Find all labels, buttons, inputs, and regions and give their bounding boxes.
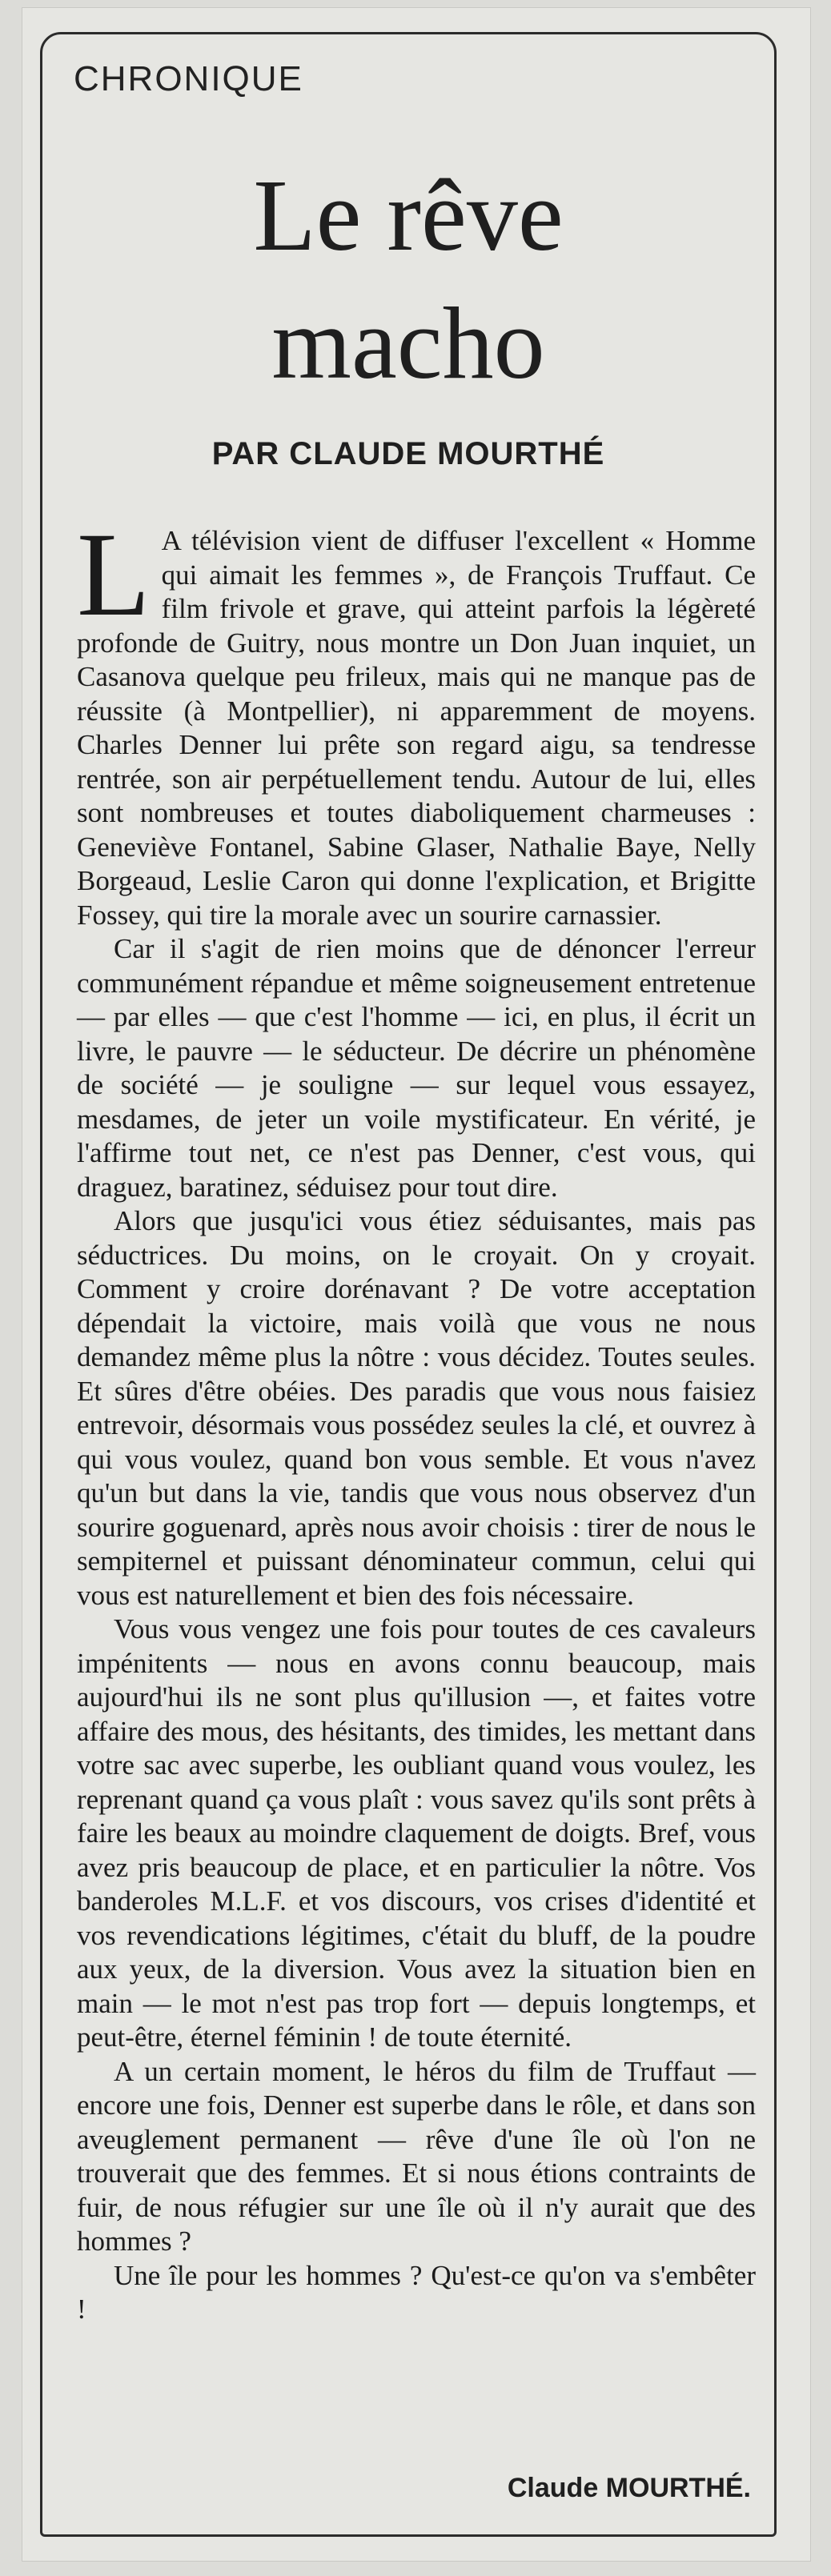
drop-cap: L <box>77 508 151 641</box>
paragraph-1 <box>77 508 756 932</box>
article-body <box>77 508 756 2327</box>
paragraph-2: Car il s'agit de rien moins que de dénoncer l'erreur communément répandue et même soigneusement entretenue — par elles — que c'est l'homme — ici, en plus, il écrit un livre, le pauvre — le séducteur. De décrire un phénomène de société — je souligne — sur lequel vous essayez, mesdames, de jeter un voile mystificateur. En vérité, je l'affirme tout net, ce n'est pas Denner, c'est vous, qui draguez, baratinez, séduisez pour tout dire. <box>77 933 756 1203</box>
section-rubric: CHRONIQUE <box>74 59 303 98</box>
paragraph-4: Vous vous vengez une fois pour toutes de ces cavaleurs impénitents — nous en avons connu beaucoup, mais aujourd'hui ils ne sont plus qu'illusion —, et faites votre affaire des mous, des hésitants, des timides, les mettant dans votre sac avec superbe, les oubliant quand vous voulez, les reprenant quand ça vous plaît : vous savez qu'ils sont prêts à faire les beaux au moindre claquement de doigts. Bref, vous avez pris beaucoup de place, et en particulier la nôtre. Vos banderoles M.L.F. et vos discours, vos crises d'identité et vos revendications légitimes, c'était du bluff, de la poudre aux yeux, de la diversion. Vous avez la situation bien en main — le mot n'est pas trop fort — depuis longtemps, et peut-être, éternel féminin ! de toute éternité. <box>77 1613 756 2053</box>
headline-line-1: Le rêve <box>253 158 564 272</box>
paragraph-1-text: A télévision vient de diffuser l'excellent « Homme qui aimait les femmes », de François Truffaut. Ce film frivole et grave, qui atteint parfois la légèreté profonde de Guitry, nous montre un Don Juan inquiet, un Casanova quelque peu frileux, mais qui ne manque pas de réussite (à Montpellier), ni apparemment de moyens. Charles Denner lui prête son regard aigu, sa tendresse rentrée, son air perpétuellement tendu. Autour de lui, elles sont nombreuses et toutes diaboliquement charmeuses : Geneviève Fontanel, Sabine Glaser, Nathalie Baye, Nelly Borgeaud, Leslie Caron qui donne l'explication, et Brigitte Fossey, qui tire la morale avec un sourire carnassier. <box>77 525 756 931</box>
byline: PAR CLAUDE MOURTHÉ <box>211 436 605 471</box>
headline-line-2: macho <box>271 286 545 400</box>
paragraph-6: Une île pour les hommes ? Qu'est-ce qu'on va s'embêter ! <box>77 2259 756 2325</box>
author-signature: Claude MOURTHÉ. <box>507 2473 751 2503</box>
paragraph-5: A un certain moment, le héros du film de Truffaut — encore une fois, Denner est superbe dans le rôle, et dans son aveuglement permanent — rêve d'une île où l'on ne trouverait que des femmes. Et si nous étions contraints de fuir, de nous réfugier sur une île où il n'y aurait que des hommes ? <box>77 2055 756 2257</box>
paragraph-3: Alors que jusqu'ici vous étiez séduisantes, mais pas séductrices. Du moins, on le croyait. On y croyait. Comment y croire dorénavant ? De votre acceptation dépendait la victoire, mais voilà que vous ne nous demandez même plus la nôtre : vous décidez. Toutes seules. Et sûres d'être obéies. Des paradis que vous nous faisiez entrevoir, désormais vous possédez seules la clé, et ouvrez à qui vous voulez, quand bon vous semble. Et vous n'avez qu'un but dans la vie, tandis que vous nous observez d'un sourire goguenard, après nous avoir choisis : tirer de nous le sempiternel et puissant dénominateur commun, celui qui vous est naturellement et bien des fois nécessaire. <box>77 1205 756 1611</box>
